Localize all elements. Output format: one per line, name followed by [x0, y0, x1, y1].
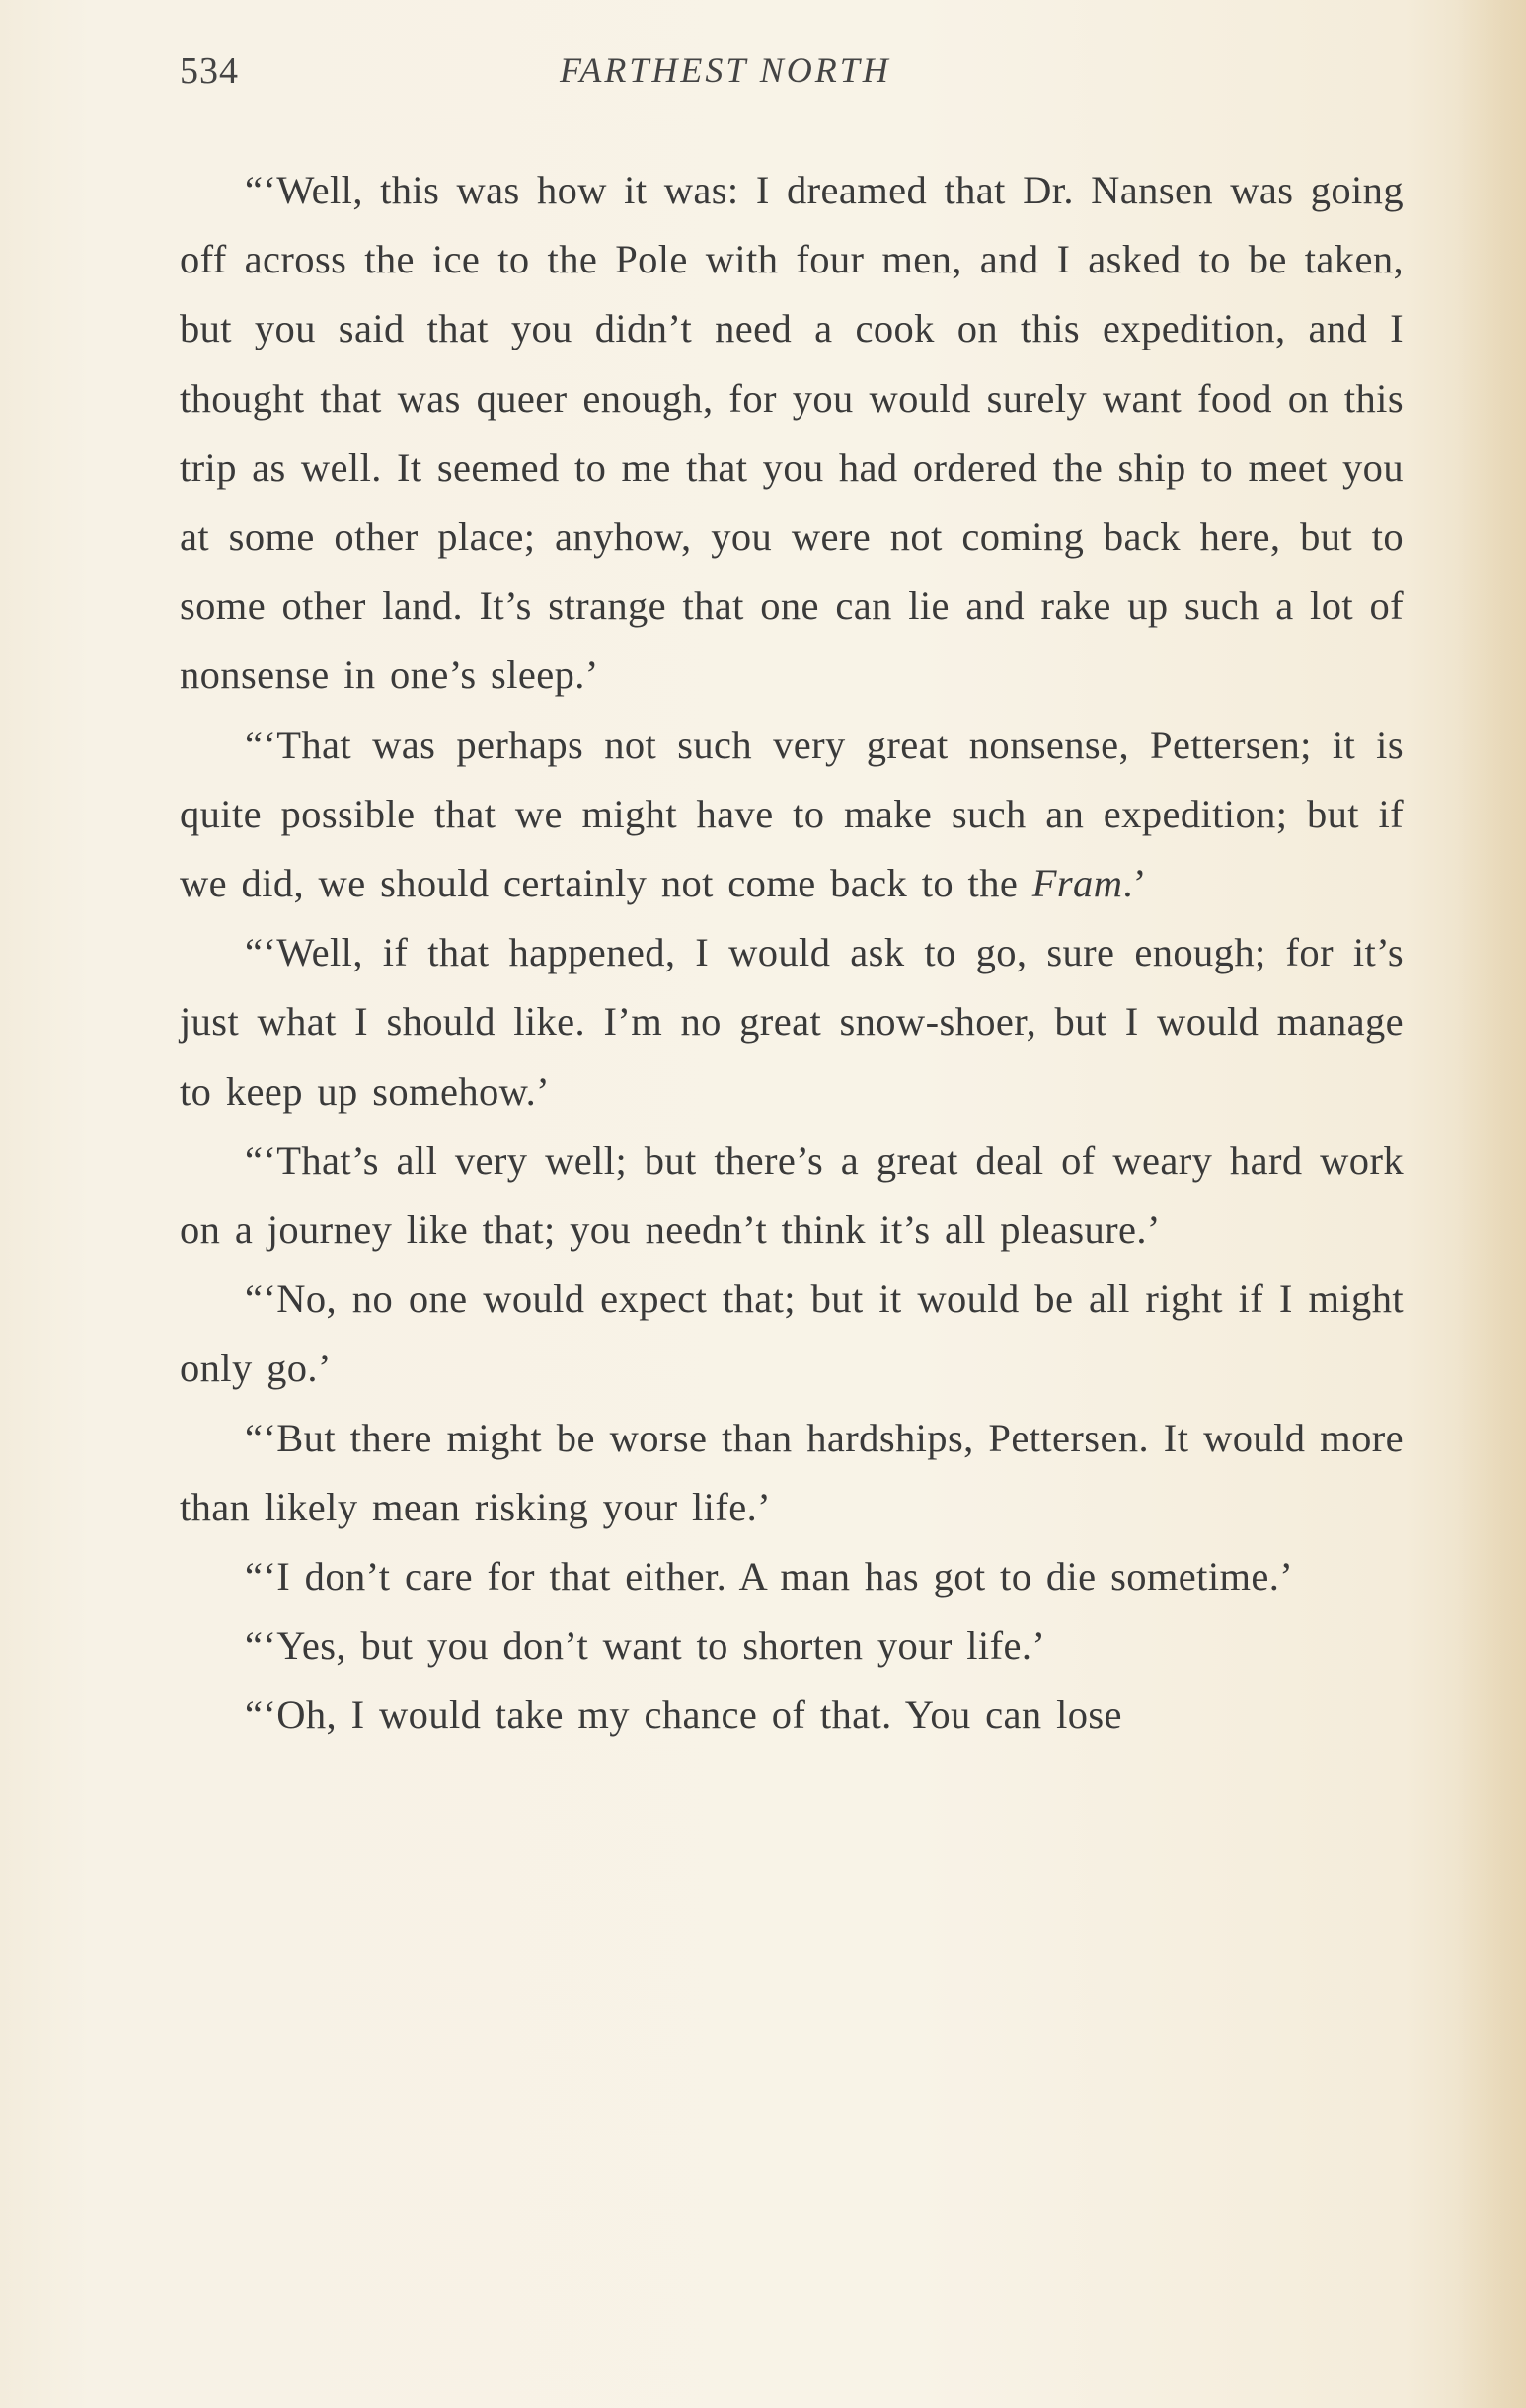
paragraph-2 [180, 711, 1404, 919]
paragraph-5-text: “‘No, no one would expect that; but it would be all right if I might only go.’ [180, 1277, 1404, 1391]
body-text [180, 156, 1404, 1750]
paragraph-9-text: “‘Oh, I would take my chance of that. You can lose [245, 1692, 1122, 1738]
ship-name-italic: Fram [1031, 861, 1123, 906]
running-head [180, 49, 1404, 109]
paragraph-4-text: “‘That’s all very well; but there’s a great deal of weary hard work on a journey like that; you needn’t think it’s all pleasure.’ [180, 1137, 1404, 1253]
paragraph-5 [180, 1265, 1404, 1403]
paragraph-1 [180, 156, 1404, 711]
paragraph-9 [180, 1680, 1404, 1749]
paragraph-8 [180, 1611, 1404, 1680]
paragraph-8-text: “‘Yes, but you don’t want to shorten your life.’ [245, 1623, 1046, 1669]
paragraph-7-text: “‘I don’t care for that either. A man has got to die sometime.’ [245, 1554, 1294, 1599]
paragraph-1-text: “‘Well, this was how it was: I dreamed that Dr. Nansen was going off across the ice to the Pole with four men, and I asked to be taken, but you said that you didn’t need a cook on this expedition, and I thought that was queer enough, for you would surely want food on this trip as well. It seemed to me that you had ordered the ship to meet you at some other place; anyhow, you were not coming back here, but to some other land. It’s strange that one can lie and rake up such a lot of nonsense in one’s sleep.’ [180, 168, 1404, 698]
paragraph-6-text: “‘But there might be worse than hardships, Pettersen. It would more than likely mean risking your life.’ [180, 1415, 1404, 1529]
paragraph-4 [180, 1126, 1404, 1265]
running-title: FARTHEST NORTH [560, 50, 891, 90]
paragraph-6 [180, 1404, 1404, 1542]
paragraph-3 [180, 918, 1404, 1126]
paragraph-3-text: “‘Well, if that happened, I would ask to go, sure enough; for it’s just what I should like. I’m no great snow-shoer, but I would manage to keep up somehow.’ [180, 930, 1404, 1114]
page-edge-shading [1457, 0, 1526, 2408]
page-number: 534 [180, 50, 239, 92]
paragraph-7 [180, 1542, 1404, 1611]
paragraph-2-text: “‘That was perhaps not such very great nonsense, Pettersen; it is quite possible that we might have to make such an expedition; but if we did, we should certainly not come back to the [180, 722, 1404, 906]
paragraph-2-closing: .’ [1122, 861, 1147, 906]
